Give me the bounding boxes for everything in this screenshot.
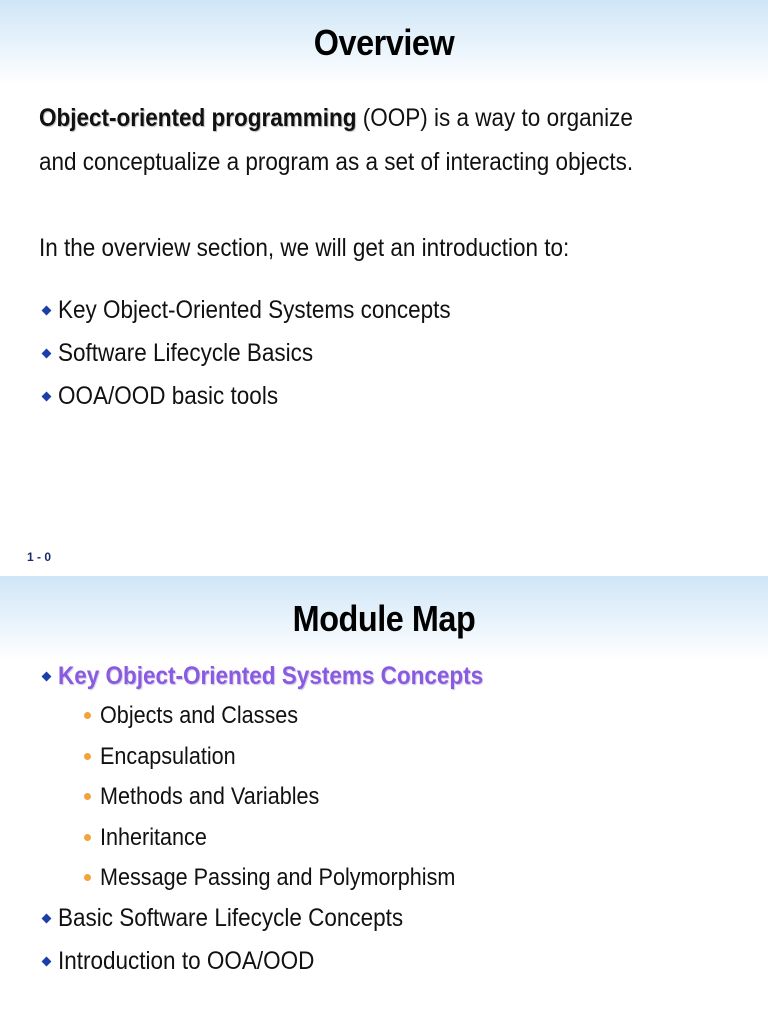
diamond-bullet-icon [42, 306, 52, 316]
list-item: Software Lifecycle Basics [39, 339, 494, 382]
dot-bullet-icon [84, 874, 91, 881]
overview-intro-text: In the overview section, we will get an introduction to: [39, 234, 570, 262]
list-item: Key Object-Oriented Systems concepts [39, 296, 494, 339]
module-map-sub-list [80, 702, 495, 905]
overview-bullet-list [39, 296, 494, 425]
list-item: OOA/OOD basic tools [39, 382, 494, 425]
list-item: Basic Software Lifecycle Concepts [39, 904, 442, 947]
module-map-slide [0, 576, 768, 1024]
diamond-bullet-icon [42, 672, 52, 682]
list-item: Objects and Classes [80, 702, 495, 743]
slide-title: Module Map [292, 598, 476, 639]
module-map-remaining-items [39, 904, 442, 990]
list-item: Inheritance [80, 824, 495, 865]
diamond-bullet-icon [42, 957, 52, 967]
dot-bullet-icon [84, 753, 91, 760]
list-item-highlighted: Key Object-Oriented Systems Concepts [39, 662, 530, 705]
diamond-bullet-icon [42, 392, 52, 402]
dot-bullet-icon [84, 793, 91, 800]
list-item: Encapsulation [80, 743, 495, 784]
list-item: Introduction to OOA/OOD [39, 947, 442, 990]
list-item: Methods and Variables [80, 783, 495, 824]
slide-title: Overview [313, 22, 455, 63]
intro-paragraph-line-1 [39, 96, 669, 140]
module-map-top-item [39, 662, 530, 705]
intro-text: (OOP) is a way to organize [356, 104, 633, 132]
slide-number: 1 - 0 [27, 550, 52, 564]
dot-bullet-icon [84, 834, 91, 841]
dot-bullet-icon [84, 712, 91, 719]
diamond-bullet-icon [42, 914, 52, 924]
list-item: Message Passing and Polymorphism [80, 864, 495, 905]
diamond-bullet-icon [42, 349, 52, 359]
intro-paragraph-line-2: and conceptualize a program as a set of interacting objects. [39, 148, 634, 176]
oop-term: Object-oriented programming [39, 104, 357, 132]
